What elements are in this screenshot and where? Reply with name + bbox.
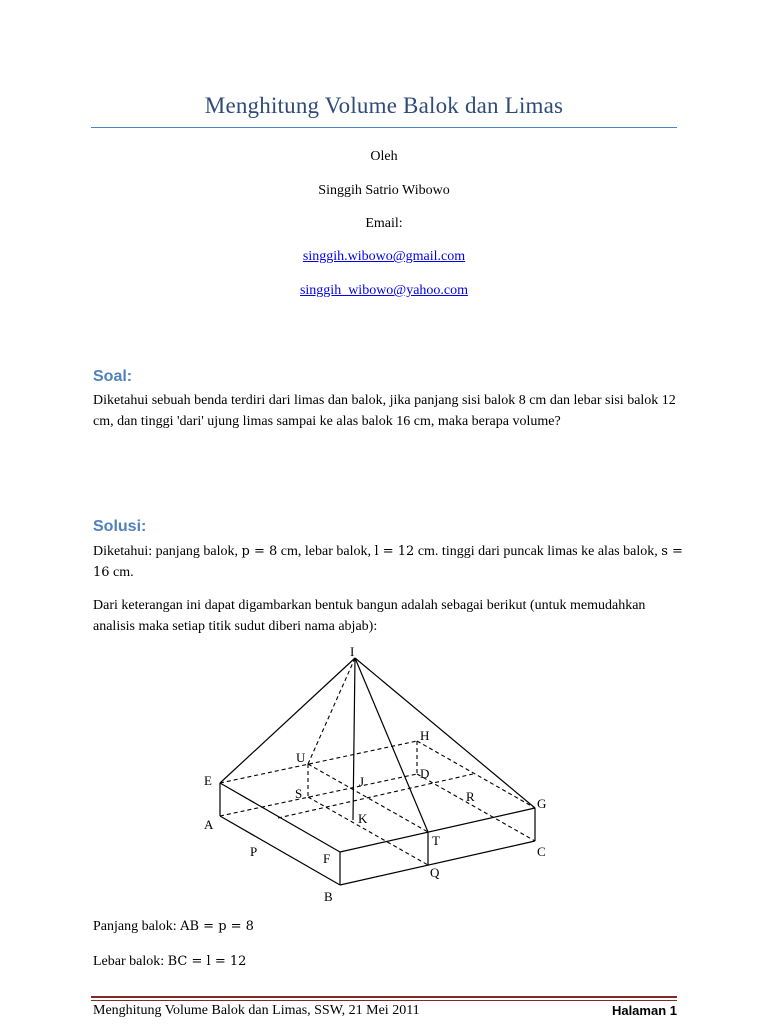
panjang-line [93,916,683,937]
label-c: C [537,844,546,859]
label-u: U [296,750,306,765]
label-g: G [537,796,547,811]
label-a: A [204,817,214,832]
author-name: Singgih Satrio Wibowo [318,183,450,198]
label-i: I [350,644,355,659]
label-j: J [359,774,365,789]
soal-text: Diketahui sebuah benda terdiri dari limas dan balok, jika panjang sisi balok 8 cm dan lebar sisi balok 12 cm, dan tinggi 'dari' ujung limas sampai ke alas balok 16 cm, maka berapa volume? [93,393,676,429]
lebar-label: Lebar balok: [93,954,168,969]
given-after-s: cm. [109,565,134,580]
document-title: Menghitung Volume Balok dan Limas [204,93,564,118]
label-e: E [204,773,212,788]
label-b: B [324,889,333,904]
solusi-heading: Solusi: [93,518,147,535]
footer-divider-thin [91,1000,677,1001]
label-q: Q [430,865,440,880]
description-paragraph: Dari keterangan ini dapat digambarkan bentuk bangun adalah sebagai berikut (untuk memudahkan analisis maka setiap titik sudut diberi nama abjab): [93,598,646,634]
given-prefix: Diketahui: panjang balok, [93,544,242,559]
label-s: S [295,786,303,801]
label-p: P [250,844,258,859]
email-link-gmail[interactable]: singgih.wibowo@gmail.com [302,249,466,264]
l-equation: l = 12 [374,544,415,559]
footer-divider-thick [91,996,677,998]
given-paragraph [93,541,683,583]
lebar-equation: BC = l = 12 [167,954,247,969]
footer-text: Menghitung Volume Balok dan Limas, SSW, 21 Mei 2011 [93,1003,420,1018]
byline: Oleh [370,149,398,164]
lebar-line [93,951,683,972]
email-label: Email: [365,216,403,231]
label-f: F [323,851,331,866]
p-equation: p = 8 [241,544,278,559]
given-after-l: cm. tinggi dari puncak limas ke alas balok, [414,544,662,559]
panjang-label: Panjang balok: [93,919,181,934]
panjang-equation: AB = p = 8 [180,919,254,934]
title-divider [91,127,677,128]
label-k: K [358,811,368,826]
s-equation: s = 16 [93,544,683,580]
page-number: Halaman 1 [611,1003,677,1018]
label-r: R [466,789,475,804]
label-h: H [420,728,430,743]
label-t: T [432,833,440,848]
given-after-p: cm, lebar balok, [277,544,375,559]
balok-limas-figure [190,640,570,910]
email-link-yahoo[interactable]: singgih_wibowo@yahoo.com [299,283,469,298]
soal-heading: Soal: [93,368,133,385]
label-d: D [420,766,430,781]
